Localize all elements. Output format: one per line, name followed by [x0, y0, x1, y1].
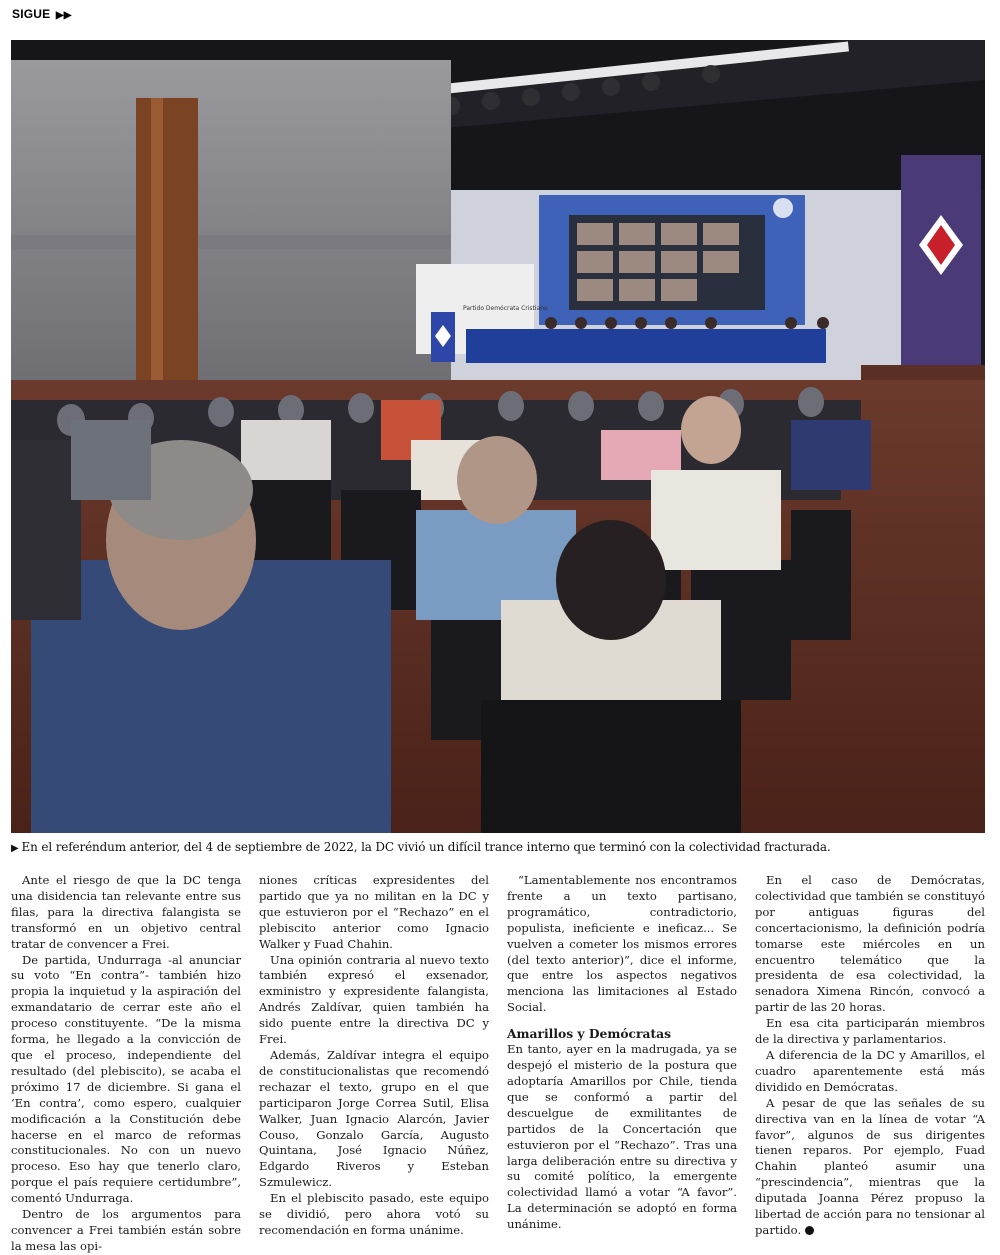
paragraph: “Lamentablemente nos encontramos frente a un texto partisano, programático, contradictorio, populista, ineficiente e ineficaz... Se vuelven a cometer los mismos errores (del texto anterior)”, dice el informe, que entre los aspectos negativos menciona las limitaciones al Estado Social. [507, 873, 737, 1015]
paragraph: En el plebiscito pasado, este equipo se dividió, pero ahora votó su recomendación en forma unánime. [259, 1191, 489, 1237]
paragraph: Además, Zaldívar integra el equipo de constitucionalistas que recomendó rechazar el texto, grupo en el que participaron Jorge Correa Sutil, Elisa Walker, Juan Ignacio Alarcón, Javier Couso, Gonzalo García, Augusto Quintana, José Ignacio Núñez, Edgardo Riveros y Esteban Szmulewicz. [259, 1047, 489, 1190]
svg-text:Partido Demócrata Cristiano: Partido Demócrata Cristiano [463, 305, 548, 312]
paragraph-text: A pesar de que las señales de su directiva van en la línea de votar “A favor”, algunos de sus dirigentes tienen reparos. Por ejemplo, Fuad Chahin planteó asumir una “prescindencia”, mientras que la diputada Joanna Pérez propuso la libertad de acción para no tensionar al partido. [755, 1095, 985, 1237]
article-column-4 [755, 873, 985, 1237]
paragraph: Una opinión contraria al nuevo texto también expresó el exsenador, exministro y expresidente falangista, Andrés Zaldívar, quien también ha sido puente entre la directiva DC y Frei. [259, 952, 489, 1047]
article-column-3 [507, 873, 737, 1232]
paragraph [755, 1096, 985, 1239]
paragraph: niones críticas expresidentes del partido que ya no militan en la DC y que estuvieron por el “Rechazo” en el plebiscito anterior como Ignacio Walker y Fuad Chahin. [259, 873, 489, 951]
article-body [11, 873, 986, 1253]
paragraph: A diferencia de la DC y Amarillos, el cuadro aparentemente está más dividido en Demócratas. [755, 1047, 985, 1094]
article-column-2 [259, 873, 489, 1237]
paragraph: Dentro de los argumentos para convencer a Frei también están sobre la mesa las opi- [11, 1207, 241, 1253]
paragraph: En el caso de Demócratas, colectividad que también se constituyó por antiguas figuras del concertacionismo, la definición podría tomarse este miércoles en un encuentro telemático que la presidenta de esa colectividad, la senadora Ximena Rincón, convocó a partir de las 20 horas. [755, 873, 985, 1015]
paragraph: Ante el riesgo de que la DC tenga una disidencia tan relevante entre sus filas, para la directiva falangista se transformó en un objetivo central tratar de convencer a Frei. [11, 873, 241, 951]
paragraph: De partida, Undurraga -al anunciar su voto “En contra”- también hizo propia la inquietud y la aspiración del exmandatario de cerrar este año el proceso constituyente. “De la misma forma, he llegado a la convicción de que el proceso, independiente del resultado (del plebiscito), se acaba el próximo 17 de diciembre. Si gana el ‘En contra’, como espero, cualquier modificación a la Constitución debe hacerse en el marco de reformas constitucionales. No con un nuevo proceso. Eso hay que tenerlo claro, porque el país requiere certidumbre”, comentó Undurraga. [11, 952, 241, 1206]
photo-caption [11, 840, 991, 854]
article-photo [11, 40, 985, 833]
subheading: Amarillos y Demócratas [507, 1026, 672, 1042]
paragraph: En esa cita participarán miembros de la directiva y parlamentarios. [755, 1016, 985, 1047]
article-column-1 [11, 873, 241, 1253]
double-arrow-icon: ▶▶ [55, 10, 72, 21]
paragraph: En tanto, ayer en la madrugada, ya se despejó el misterio de la postura que adoptaría Amarillos por Chile, tienda que se conformó a partir del descuelgue de exmilitantes de partidos de la Concertación que estuvieron por el “Rechazo”. Tras una larga deliberación entre su directiva y su comité político, la emergente colectividad llamó a votar “A favor”. La determinación se adoptó en forma unánime. [507, 1042, 737, 1232]
section-label: SIGUE ▶▶ [12, 7, 72, 21]
caption-text: En el referéndum anterior, del 4 de septiembre de 2022, la DC vivió un difícil trance interno que terminó con la colectividad fracturada. [21, 840, 831, 854]
caption-marker-icon: ▶ [11, 843, 19, 854]
end-of-article-icon [805, 1226, 814, 1235]
